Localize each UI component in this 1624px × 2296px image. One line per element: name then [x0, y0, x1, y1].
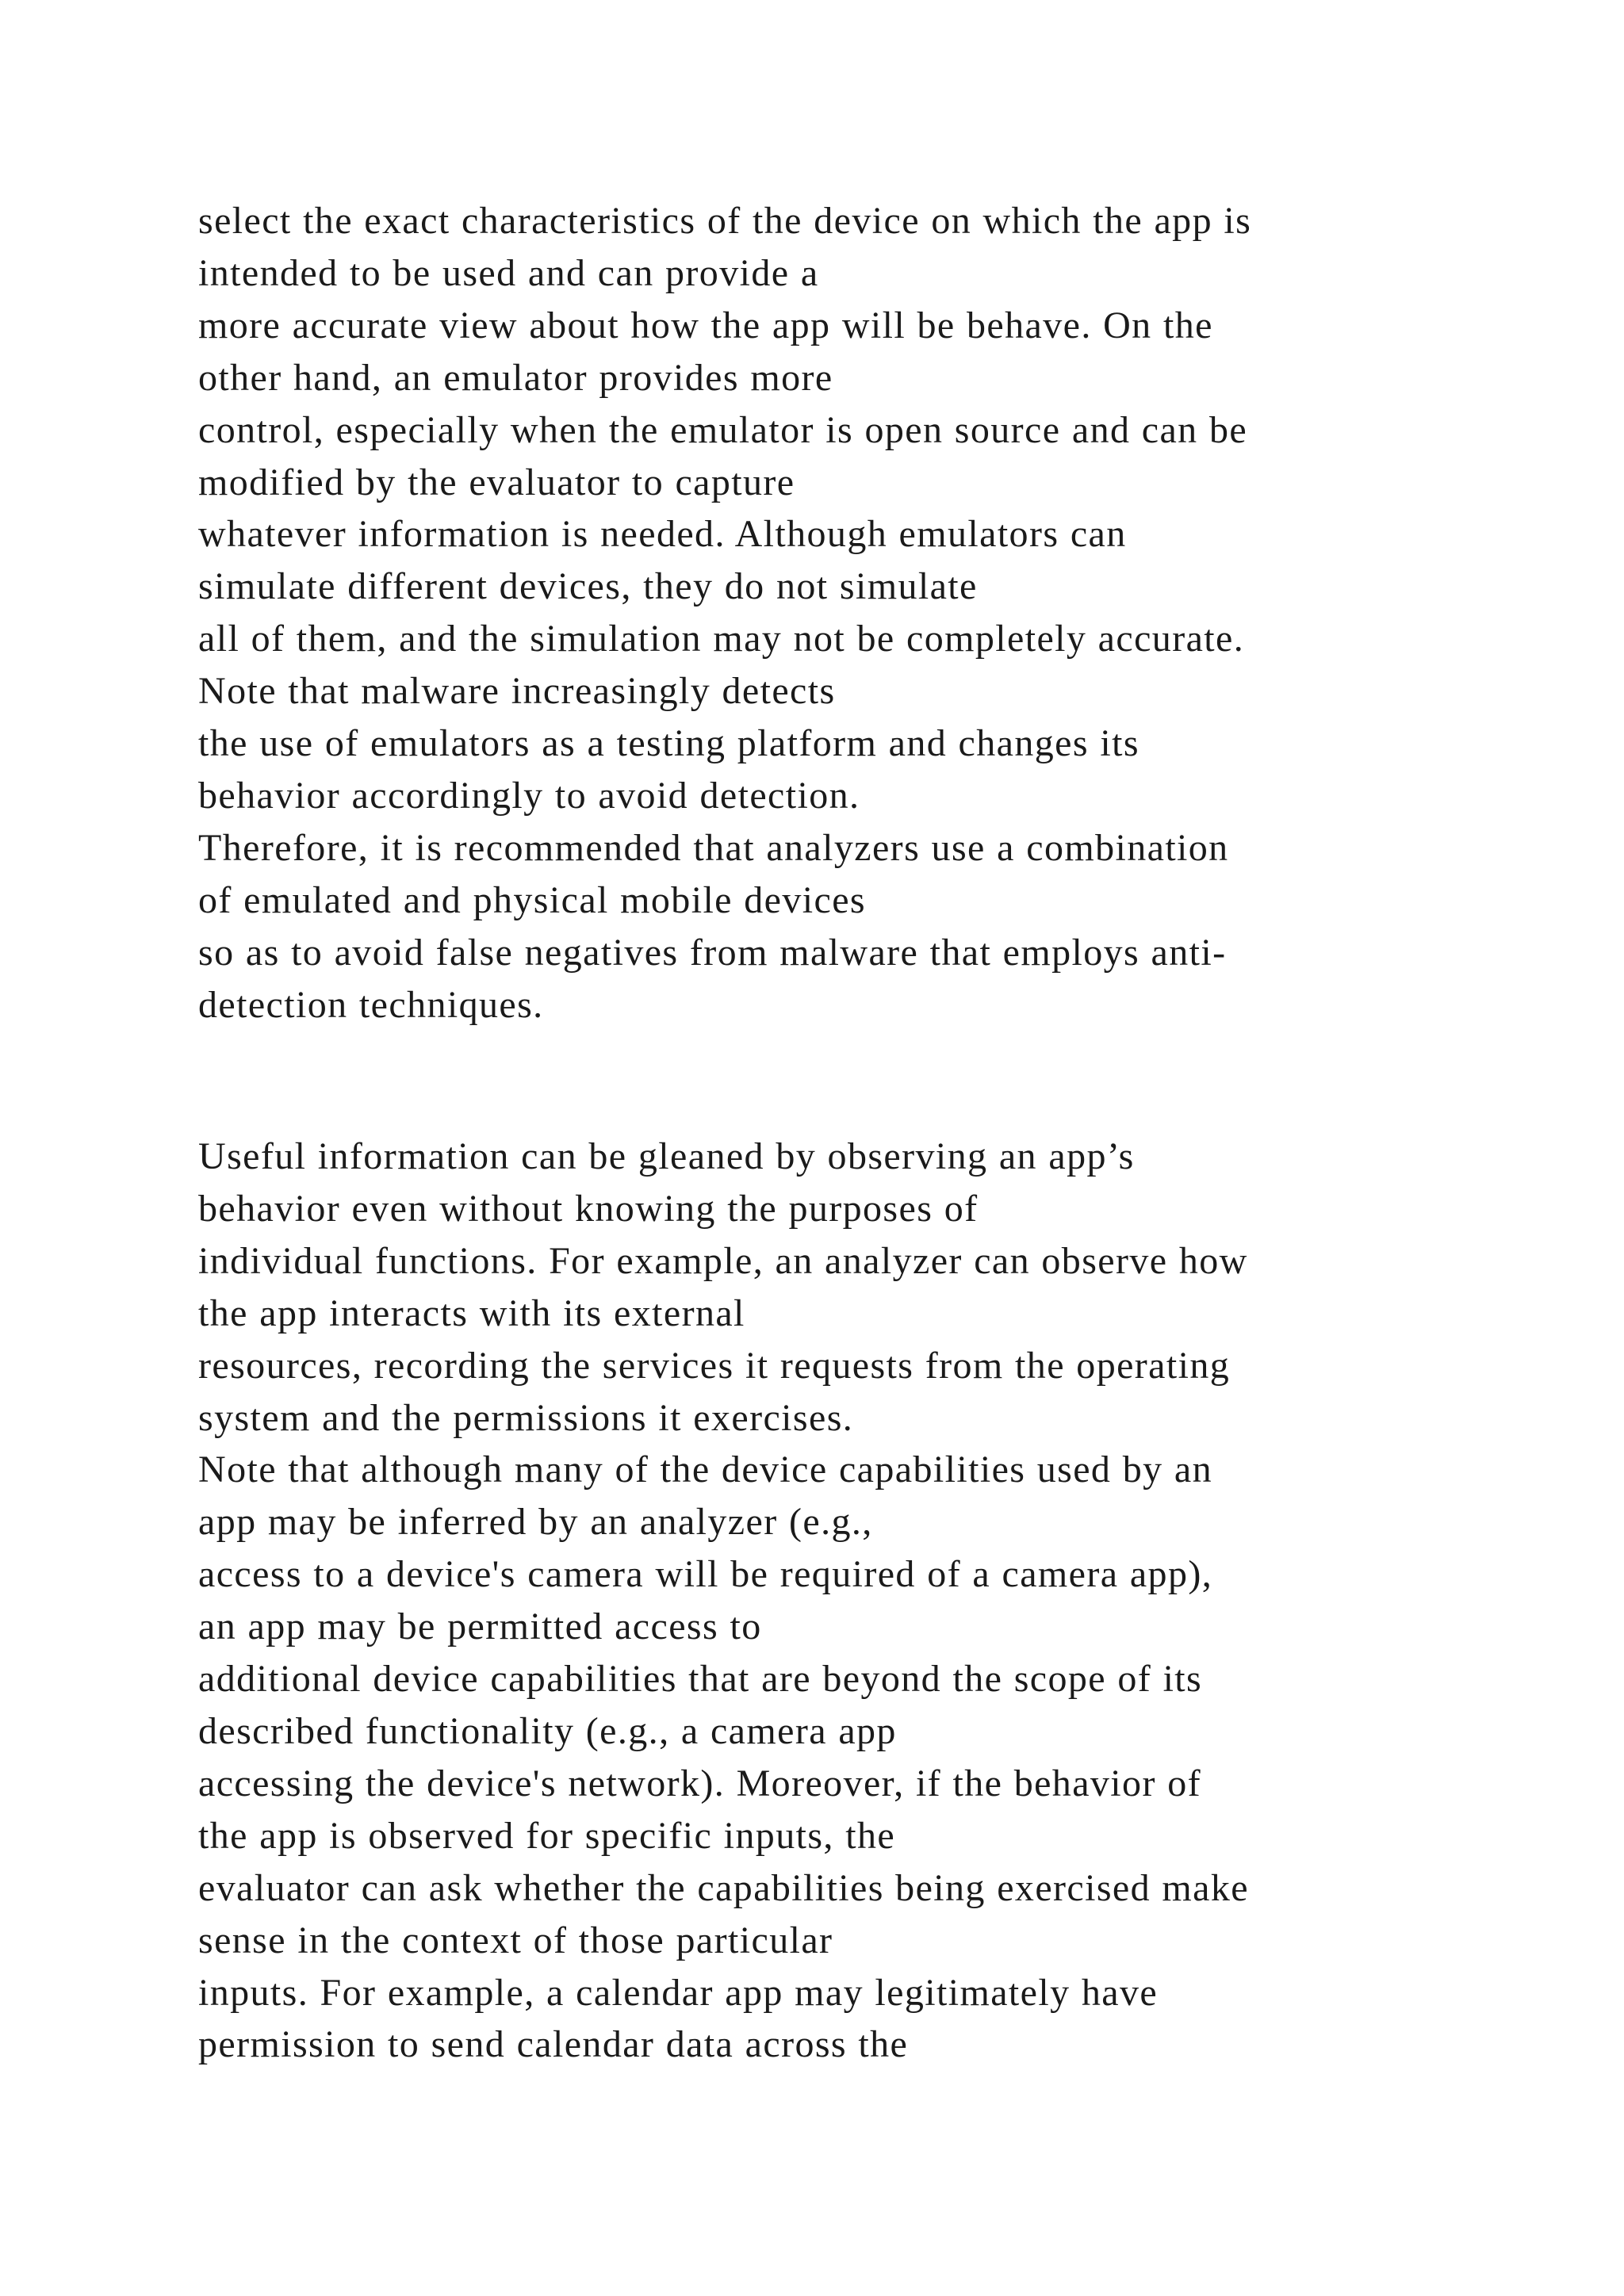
paragraph-emulators	[198, 195, 1499, 1031]
paragraph-observing-behavior	[198, 1131, 1499, 2071]
text-line: Therefore, it is recommended that analyzers use a combination	[198, 826, 1229, 869]
text-line: behavior even without knowing the purposes of	[198, 1187, 979, 1230]
text-line: access to a device's camera will be required of a camera app),	[198, 1553, 1213, 1596]
text-line: whatever information is needed. Although emulators can	[198, 513, 1127, 556]
text-line: resources, recording the services it requests from the operating	[198, 1344, 1231, 1387]
text-line: Note that malware increasingly detects	[198, 670, 836, 713]
text-line: additional device capabilities that are beyond the scope of its	[198, 1658, 1203, 1701]
text-line: select the exact characteristics of the device on which the app is	[198, 200, 1252, 242]
text-line: more accurate view about how the app will be behave. On the	[198, 304, 1213, 346]
text-line: the app interacts with its external	[198, 1292, 745, 1334]
text-line: evaluator can ask whether the capabilities being exercised make	[198, 1866, 1249, 1909]
text-line: simulate different devices, they do not simulate	[198, 565, 978, 608]
text-line: behavior accordingly to avoid detection.	[198, 774, 860, 817]
text-line: app may be inferred by an analyzer (e.g.,	[198, 1501, 873, 1544]
text-line: Useful information can be gleaned by observing an app’s	[198, 1135, 1135, 1177]
text-line: so as to avoid false negatives from malware that employs anti-	[198, 931, 1227, 974]
text-line: the use of emulators as a testing platform and changes its	[198, 722, 1139, 765]
text-line: Note that although many of the device capabilities used by an	[198, 1448, 1213, 1491]
text-line: intended to be used and can provide a	[198, 251, 819, 294]
text-line: an app may be permitted access to	[198, 1605, 762, 1648]
text-line: other hand, an emulator provides more	[198, 356, 833, 399]
text-line: control, especially when the emulator is open source and can be	[198, 408, 1248, 451]
text-line: system and the permissions it exercises.	[198, 1396, 854, 1439]
text-line: sense in the context of those particular	[198, 1919, 833, 1961]
text-line: the app is observed for specific inputs, the	[198, 1814, 896, 1857]
text-line: described functionality (e.g., a camera app	[198, 1709, 897, 1752]
text-line: individual functions. For example, an analyzer can observe how	[198, 1239, 1248, 1282]
text-line: of emulated and physical mobile devices	[198, 878, 867, 921]
text-line: all of them, and the simulation may not be completely accurate.	[198, 618, 1245, 660]
text-line: permission to send calendar data across the	[198, 2023, 909, 2066]
text-line: inputs. For example, a calendar app may legitimately have	[198, 1971, 1159, 2014]
text-line: modified by the evaluator to capture	[198, 461, 795, 503]
text-line: detection techniques.	[198, 983, 544, 1026]
text-line: accessing the device's network). Moreover, if the behavior of	[198, 1762, 1202, 1804]
